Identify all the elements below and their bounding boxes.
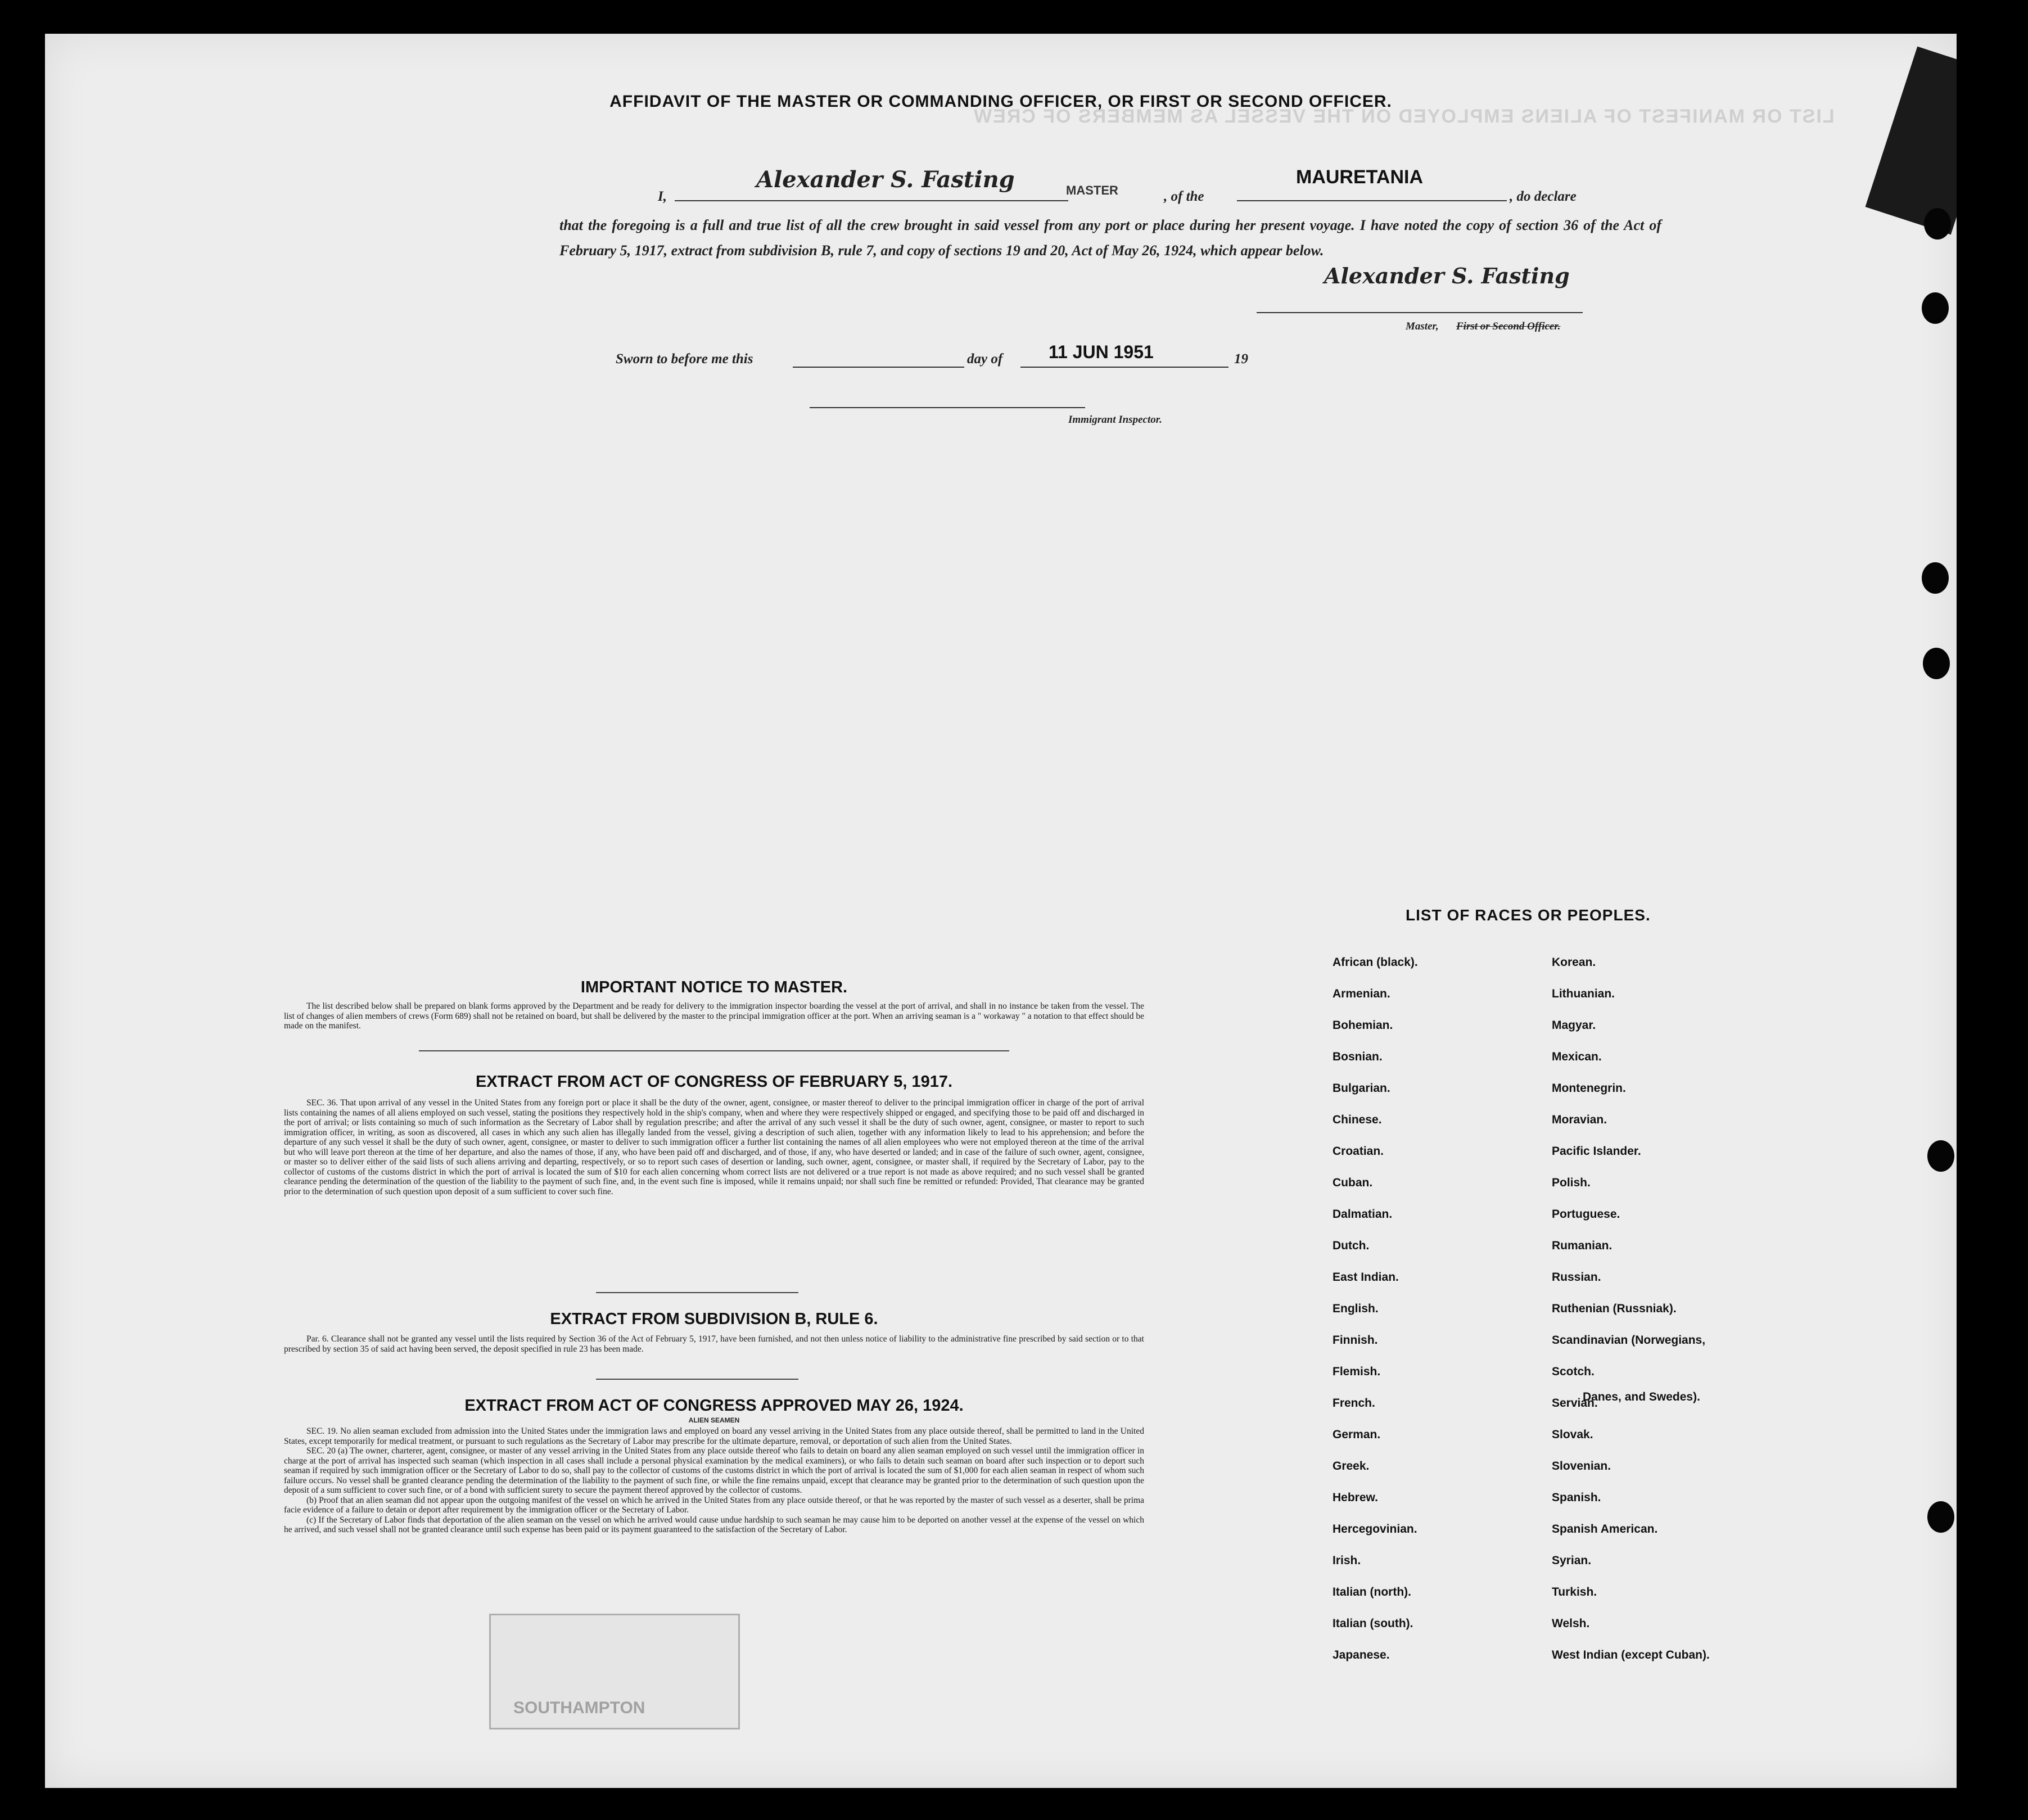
notice-text: The list described below shall be prepared on blank forms approved by the Department and be ready for delivery to the immigration inspector boarding the vessel at the port of arrival, and shall in no instance be taken from the vessel. The list of changes of alien members of crews (Form 689) shall not be retained on board, but shall be delivered by the master to the principal immigration officer at the port. When an arriving seaman is a " workaway " a notation to that effect should be made on the manifest. [284, 1001, 1144, 1031]
divider-3 [596, 1379, 798, 1380]
signature-line [1257, 312, 1583, 313]
extract-1917-title: EXTRACT FROM ACT OF CONGRESS OF FEBRUARY 5, 1917. [475, 1073, 953, 1091]
race-item: Polish. [1552, 1176, 1591, 1189]
notice-title: IMPORTANT NOTICE TO MASTER. [580, 978, 848, 996]
race-item: Korean. [1552, 956, 1596, 969]
line1-start: I, [658, 189, 667, 204]
race-item: Ruthenian (Russniak). [1552, 1302, 1677, 1315]
race-item: German. [1333, 1428, 1381, 1441]
name-line [675, 200, 1068, 201]
race-item: Spanish. [1552, 1491, 1601, 1504]
race-item: Dutch. [1333, 1239, 1370, 1252]
race-item: Portuguese. [1552, 1208, 1620, 1221]
extract-1924-title: EXTRACT FROM ACT OF CONGRESS APPROVED MAY 26, 1924. [464, 1397, 964, 1415]
race-item: Italian (north). [1333, 1586, 1411, 1598]
received-stamp-text: SOUTHAMPTON [513, 1699, 645, 1717]
sec-20c: (c) If the Secretary of Labor finds that deportation of the alien seaman on the vessel on which he arrived would cause undue hardship to such seaman he may cause him to be deported on another vessel at the expense of the vessel on which he arrived, and such vessel shall not be granted clearance until such expense has been paid or its payment guaranteed to the satisfaction of the Secretary of Labor. [284, 1515, 1144, 1534]
race-item: Irish. [1333, 1554, 1361, 1567]
sworn-label: Sworn to before me this [616, 351, 753, 367]
affidavit-title: AFFIDAVIT OF THE MASTER OR COMMANDING OFFICER, OR FIRST OR SECOND OFFICER. [609, 92, 1392, 111]
race-item: Bosnian. [1333, 1050, 1383, 1063]
inspector-label: Immigrant Inspector. [1068, 414, 1162, 426]
race-item: Servian. [1552, 1397, 1598, 1410]
race-item: Magyar. [1552, 1019, 1596, 1032]
race-item: Bohemian. [1333, 1019, 1393, 1032]
subdivision-b-title: EXTRACT FROM SUBDIVISION B, RULE 6. [550, 1310, 878, 1328]
month-line [1020, 367, 1228, 368]
race-item: Russian. [1552, 1271, 1601, 1284]
race-item: Scandinavian (Norwegians, [1552, 1334, 1706, 1347]
do-declare-label: , do declare [1510, 189, 1577, 204]
race-item: Moravian. [1552, 1113, 1607, 1126]
of-the-label: , of the [1164, 189, 1204, 204]
race-item: Montenegrin. [1552, 1082, 1626, 1095]
punch-hole [1923, 648, 1950, 679]
race-item: Italian (south). [1333, 1617, 1413, 1630]
punch-hole [1924, 208, 1951, 240]
master-label: Master, [1406, 320, 1439, 332]
second-signature: Alexander S. Fasting [1324, 263, 1570, 288]
race-item: English. [1333, 1302, 1379, 1315]
race-item: Mexican. [1552, 1050, 1602, 1063]
race-item: Turkish. [1552, 1586, 1597, 1598]
race-item: Rumanian. [1552, 1239, 1613, 1252]
affidavit-paragraph: that the foregoing is a full and true list of all the crew brought in said vessel from any port or place during her present voyage. I have noted the copy of section 36 of the Act of February 5, 1917, extract from subdivision B, rule 7, and copy of sections 19 and 20, Act of May 26, 1924, which appear below. [559, 217, 1661, 259]
race-item: Bulgarian. [1333, 1082, 1390, 1095]
race-item: West Indian (except Cuban). [1552, 1649, 1710, 1661]
extract-1924-text [284, 1426, 1144, 1535]
master-signature: Alexander S. Fasting [756, 166, 1015, 193]
divider-2 [596, 1292, 798, 1293]
officer-struck-label: First or Second Officer. [1456, 320, 1561, 332]
sec-20b: (b) Proof that an alien seaman did not appear upon the outgoing manifest of the vessel on which he arrived in the United States from any place outside thereof, or that he was reported by the master of such vessel as a deserter, shall be prima facie evidence of a failure to detain or deport after requirement by the immigration officer or the Secretary of Labor. [284, 1495, 1144, 1515]
race-item: Pacific Islander. [1552, 1145, 1641, 1158]
race-item: Hebrew. [1333, 1491, 1378, 1504]
race-item: Scotch. [1552, 1365, 1595, 1378]
torn-corner [1866, 47, 1957, 235]
punch-hole [1927, 1140, 1954, 1172]
extract-1917-section [284, 1073, 1144, 1196]
race-item: Croatian. [1333, 1145, 1384, 1158]
punch-hole [1922, 562, 1949, 594]
extract-1917-text: SEC. 36. That upon arrival of any vessel in the United States from any foreign port or place it shall be the duty of the owner, agent, consignee, or master thereof to deliver to the principal immigration officer in charge of the port of arrival lists containing the names of all aliens employed on such vessel, stating the positions they respectively hold in the ship's company, when and where they were respectively shipped or engaged, and specifying those to be paid off and discharged in the port of arrival; or lists containing so much of such information as the Secretary of Labor shall by regulation prescribe; and after the arrival of any such vessel it shall be the duty of such owner, agent, consignee, or master to report to such immigration officer, in writing, as soon as discovered, all cases in which any such alien has illegally landed from the vessel, giving a description of such alien, together with any information likely to lead to his apprehension; and before the departure of any such vessel it shall be the duty of such owner, agent, consignee, or master to deliver to such immigration officer a further list containing the names of all alien employees who were not employed thereon at the time of the arrival but who will leave port thereon at the time of her departure, and also the names of those, if any, who have been paid off and discharged, and of those, if any, who have deserted or landed; and in case of the failure of such owner, agent, consignee, or master so to deliver either of the said lists of such aliens arriving and departing, respectively, or so to report such cases of desertion or landing, such owner, agent, consignee, or master shall, if required by the Secretary of Labor, pay to the collector of customs of the customs district in which the port of arrival is located the sum of $10 for each alien concerning whom correct lists are not delivered or a true report is not made as above required; and no such vessel shall be granted clearance pending the determination of the question of the liability to the payment of such fine, and, in the event such fine is imposed, while it remains unpaid; nor shall such fine be remitted or refunded: Provided, That clearance may be granted prior to the determination of such question upon deposit of a sum sufficient to cover such fine. [284, 1098, 1144, 1196]
race-item: Lithuanian. [1552, 987, 1615, 1000]
alien-seamen-subtitle: ALIEN SEAMEN [688, 1416, 740, 1424]
inspector-line [810, 407, 1085, 408]
year-prefix: 19 [1234, 351, 1248, 367]
race-item: African (black). [1333, 956, 1418, 969]
vessel-line [1237, 200, 1507, 201]
sec-20a: SEC. 20 (a) The owner, charterer, agent, consignee, or master of any vessel arriving in the United States from any place outside thereof who fails to detain on board any alien seaman employed on such vessel until the immigration officer in charge at the port of arrival has inspected such seaman (which inspection in all cases shall include a personal physical examination by the medical examiners), or who fails to detain such seaman on board after such inspection or to deport such seaman if required by such immigration officer or the Secretary of Labor to do so, shall pay to the collector of customs of the customs district in which the port of arrival is located the sum of $1,000 for each alien seaman in respect of whom such failure occurs. No vessel shall be granted clearance pending the determination of the liability to the payment of such fine, or while the fine remains unpaid, except that clearance may be granted prior to the determination of such question upon the deposit of a sum sufficient to cover such fine, or of a bond with sufficient surety to secure the payment thereof approved by the collector of customs. [284, 1446, 1144, 1495]
received-stamp [489, 1614, 740, 1729]
race-item: Welsh. [1552, 1617, 1590, 1630]
day-of-label: day of [967, 351, 1003, 367]
race-item: Spanish American. [1552, 1523, 1658, 1536]
race-item: Syrian. [1552, 1554, 1592, 1567]
sec-19: SEC. 19. No alien seaman excluded from admission into the United States under the immigration laws and employed on board any vessel arriving in the United States from any place outside thereof, shall be permitted to land in the United States, except temporarily for medical treatment, or pursuant to such regulations as the Secretary of Labor may prescribe for the ultimate departure, removal, or deportation of such alien from the United States. [284, 1426, 1144, 1446]
punch-hole [1922, 292, 1949, 324]
date-stamp: 11 JUN 1951 [1049, 342, 1154, 362]
race-item: Dalmatian. [1333, 1208, 1393, 1221]
vessel-name-stamp: MAURETANIA [1296, 166, 1424, 188]
scandinavian-continued: Danes, and Swedes). [1583, 1390, 1700, 1403]
extract-1924-section [284, 1397, 1144, 1535]
race-item: Hercegovinian. [1333, 1523, 1417, 1536]
race-item: French. [1333, 1397, 1375, 1410]
day-line [793, 367, 964, 368]
race-item: Greek. [1333, 1460, 1370, 1473]
race-item: East Indian. [1333, 1271, 1399, 1284]
race-item: Armenian. [1333, 987, 1390, 1000]
rank-stamp: MASTER [1066, 183, 1118, 197]
race-item: Slovenian. [1552, 1460, 1611, 1473]
races-title: LIST OF RACES OR PEOPLES. [1406, 906, 1651, 924]
divider-1 [419, 1050, 1009, 1051]
document-sheet [45, 34, 1957, 1788]
race-item: Finnish. [1333, 1334, 1378, 1347]
subdivision-b-text: Par. 6. Clearance shall not be granted any vessel until the lists required by Section 36 of the Act of February 5, 1917, have been furnished, and not then unless notice of liability to the administrative fine prescribed by said section or to that prescribed by section 35 of said act having been served, the deposit specified in rule 23 has been made. [284, 1334, 1144, 1354]
bleed-through-header: LIST OR MANIFEST OF ALIENS EMPLOYED ON THE VESSEL AS MEMBERS OF CREW [973, 106, 1835, 127]
race-item: Cuban. [1333, 1176, 1373, 1189]
race-item: Slovak. [1552, 1428, 1593, 1441]
subdivision-b-section [284, 1310, 1144, 1354]
race-item: Flemish. [1333, 1365, 1381, 1378]
race-item: Chinese. [1333, 1113, 1382, 1126]
race-item: Japanese. [1333, 1649, 1390, 1661]
notice-section [284, 978, 1144, 1031]
punch-hole [1927, 1501, 1954, 1533]
